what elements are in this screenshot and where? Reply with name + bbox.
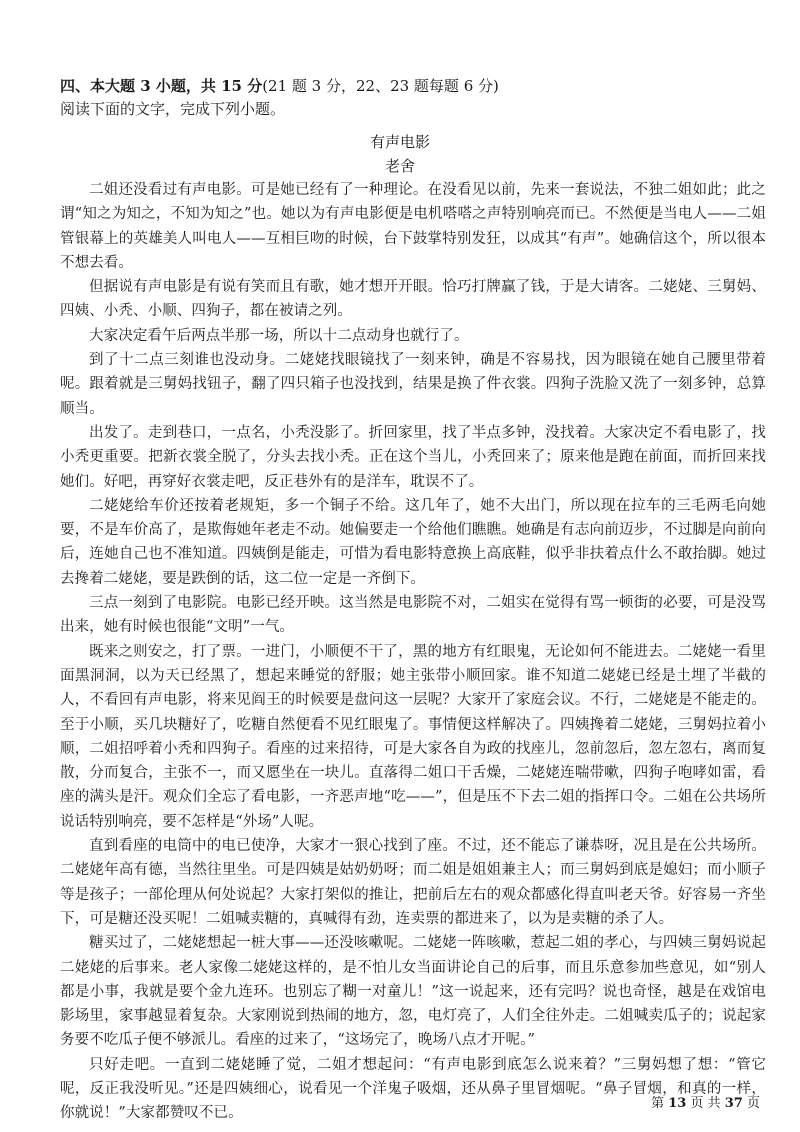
article-paragraph: 但据说有声电影是有说有笑而且有歌，她才想开开眼。恰巧打牌赢了钱，于是大请客。二姥姥、三舅妈、四姨、小秃、小顺、四狗子，都在被请之列。: [60, 279, 766, 320]
article-paragraph: 既来之则安之，打了票。一进门，小顺便不干了，黑的地方有红眼鬼，无论如何不能进去。二姥姥一看里面黑洞洞，以为天已经黑了，想起来睡觉的舒服；她主张带小顺回家。谁不知道二姥姥已经是土埋了半截的人，不看回有声电影，将来见阎王的时候要是盘问这一层呢？大家开了家庭会议。不行，二姥姥是不能走的。至于小顺，买几块糖好了，吃糖自然便看不见红眼鬼了。事情便这样解决了。四姨搀着二姥姥，三舅妈拉着小顺，二姐招呼着小秃和四狗子。看座的过来招待，可是大家各自为政的找座儿，忽前忽后，忽左忽右，离而复散，分而复合，主张不一，而又愿坐在一块儿。直落得二姐口干舌燥，二姥姥连喘带嗽，四狗子咆哮如雷，看座的满头是汗。观众们全忘了看电影，一齐恶声地“吃——”，但是压不下去二姐的指挥口令。二姐在公共场所说话特别响亮，要不怎样是“外场”人呢。: [60, 643, 766, 830]
article-paragraph: 直到看座的电筒中的电已使净，大家才一狠心找到了座。不过，还不能忘了谦恭呀，况且是在公共场所。二姥姥年高有德，当然往里坐。可是四姨是姑奶奶呀；而二姐是姐姐兼主人；而三舅妈到底是媳妇；而小顺子等是孩子；一部伦理从何处说起？大家打架似的推让，把前后左右的观众都感化得直叫老天爷。好容易一齐坐下，可是糖还没买呢！二姐喊卖糖的，真喊得有劲，连卖票的都进来了，以为是卖糖的杀了人。: [60, 838, 766, 927]
section-heading-main: 四、本大题 3 小题，共 15 分: [60, 77, 263, 95]
article-author: 老舍: [384, 157, 415, 175]
article-paragraph: 糖买过了，二姥姥想起一桩大事——还没咳嗽呢。二姥姥一阵咳嗽，惹起二姐的孝心，与四姨三舅妈说起二姥姥的后事来。老人家像二姥姥这样的，是不怕儿女当面讲论自己的后事，而且乐意参加些意见，如“别人都是小事，我就是要个金九连环。也别忘了糊一对童儿！”这一说起来，还有完吗？说也奇怪，越是在戏馆电影场里，家事越显着复杂。大家刚说到热闹的地方，忽，电灯亮了，人们全往外走。二姐喊卖瓜子的；说起家务要不吃瓜子便不够派儿。看座的过来了，“这场完了，晚场八点才开呢。”: [60, 935, 766, 1049]
page-number: [651, 1096, 760, 1112]
article-paragraph: 只好走吧。一直到二姥姥睡了觉，二姐才想起问：“有声电影到底怎么说来着？”三舅妈想了想：“管它呢，反正我没听见。”还是四姨细心，说看见一个洋鬼子吸烟，还从鼻子里冒烟呢。“鼻子冒烟，和真的一样，你就说！”大家都赞叹不已。: [60, 1056, 766, 1122]
article-paragraph: 二姥姥给车价还按着老规矩，多一个铜子不给。这几年了，她不大出门，所以现在拉车的三毛两毛向她要，不是车价高了，是欺侮她年老走不动。她偏要走一个给他们瞧瞧。她确是有志向前迈步，不过脚是向前向后，连她自己也不准知道。四姨倒是能走，可惜为看电影特意换上高底鞋，似乎非扶着点什么不敢抬脚。她过去搀着二姥姥，要是跌倒的话，这二位一定是一齐倒下。: [60, 497, 766, 587]
page-number-prefix: 第: [651, 1096, 665, 1111]
page-number-suffix: 页: [746, 1096, 760, 1111]
article-paragraph: 三点一刻到了电影院。电影已经开映。这当然是电影院不对，二姐实在觉得有骂一顿街的必要，可是没骂出来，她有时候也很能“文明”一气。: [60, 595, 766, 636]
reading-instruction: 阅读下面的文字，完成下列小题。: [60, 100, 286, 118]
article-paragraph: 到了十二点三刻谁也没动身。二姥姥找眼镜找了一刻来钟，确是不容易找，因为眼镜在她自己腰里带着呢。跟着就是三舅妈找钮子，翻了四只箱子也没找到，结果是换了件衣裳。四狗子洗脸又洗了一刻多钟，总算顺当。: [60, 352, 766, 417]
section-heading: [60, 76, 760, 96]
article-paragraph: 大家决定看午后两点半那一场，所以十二点动身也就行了。: [89, 327, 469, 344]
section-heading-points: (21 题 3 分，22、23 题每题 6 分): [262, 77, 499, 95]
current-page: 13: [668, 1096, 687, 1111]
total-pages: 37: [724, 1096, 743, 1111]
article-body: [60, 178, 766, 1126]
article-title: 有声电影: [369, 133, 430, 151]
page-number-middle: 页 共: [690, 1096, 721, 1111]
article-paragraph: 二姐还没看过有声电影。可是她已经有了一种理论。在没看见以前，先来一套说法，不独二姐如此；此之谓“知之为知之，不知为知之”也。她以为有声电影便是电机嗒嗒之声特别响亮而已。不然便是当电人——二姐管银幕上的英雄美人叫电人——互相巨吻的时候，台下鼓掌特别发狂，以成其“有声”。她确信这个，所以很本不想去看。: [60, 182, 766, 271]
article-paragraph: 出发了。走到巷口，一点名，小秃没影了。折回家里，找了半点多钟，没找着。大家决定不看电影了，找小秃更重要。把新衣裳全脱了，分头去找小秃。正在这个当儿，小秃回来了；原来他是跑在前面，而折回来找她们。好吧，再穿好衣裳走吧，反正巷外有的是洋车，耽误不了。: [60, 424, 766, 490]
